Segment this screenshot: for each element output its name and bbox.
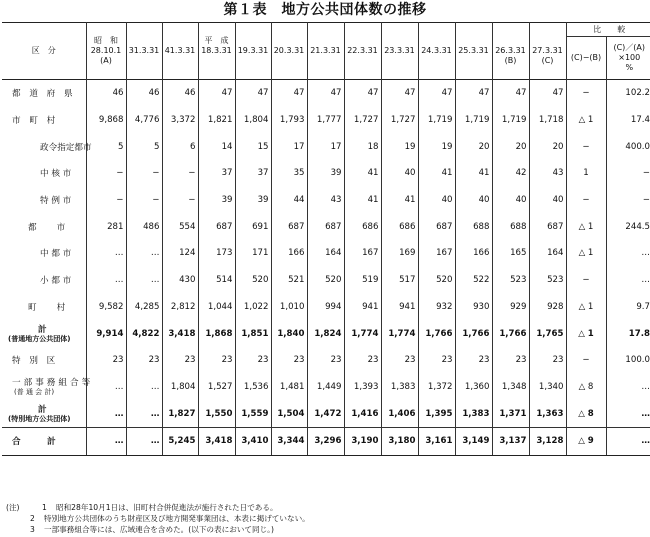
table-row <box>2 320 650 347</box>
table-cell: − <box>126 160 162 187</box>
diff-header: (C)−(B) <box>566 37 606 80</box>
table-cell: 164 <box>529 240 566 267</box>
table-cell: 1,340 <box>529 374 566 401</box>
table-cell: 1,536 <box>235 374 271 401</box>
table-cell: 1,472 <box>307 400 344 427</box>
table-cell: 5,245 <box>162 427 198 455</box>
table-cell: 23 <box>381 347 418 374</box>
table-cell: 18 <box>344 133 381 160</box>
table-cell: 47 <box>235 80 271 107</box>
table-cell: 1,718 <box>529 107 566 134</box>
table-cell: 43 <box>307 187 344 214</box>
table-cell: 47 <box>344 80 381 107</box>
table-cell: 4,285 <box>126 294 162 321</box>
table-cell: 35 <box>271 160 307 187</box>
table-cell: 520 <box>235 267 271 294</box>
table-cell: 941 <box>381 294 418 321</box>
row-label: 中 都 市 <box>2 240 86 267</box>
table-cell: 3,190 <box>344 427 381 455</box>
table-cell: 1,527 <box>198 374 235 401</box>
table-cell: − <box>162 187 198 214</box>
table-row <box>2 80 650 107</box>
table-cell: 520 <box>307 267 344 294</box>
table-cell: 400.0 <box>625 141 650 152</box>
table-cell: 1 <box>566 160 606 187</box>
row-label: 町 村 <box>2 294 86 321</box>
table-cell: 1,406 <box>381 400 418 427</box>
table-cell: 1,022 <box>235 294 271 321</box>
table-cell: 522 <box>455 267 492 294</box>
date-column-header: 26.3.31 (B) <box>492 23 529 80</box>
footnote-item: 3 一部事務組合等には、広域連合を含めた。(以下の表において同じ。) <box>30 525 274 534</box>
table-cell: 1,765 <box>529 320 566 347</box>
table-row <box>2 107 650 134</box>
table-cell: 47 <box>455 80 492 107</box>
table-cell: 37 <box>198 160 235 187</box>
table-cell: 47 <box>381 80 418 107</box>
table-cell: 9,868 <box>86 107 126 134</box>
table-cell: △ 8 <box>566 374 606 401</box>
table-cell: 1,383 <box>381 374 418 401</box>
table-cell: 4,776 <box>126 107 162 134</box>
table-cell: 23 <box>344 347 381 374</box>
table-cell: △ 9 <box>566 427 606 455</box>
table-cell: − <box>86 187 126 214</box>
table-cell: 20 <box>492 133 529 160</box>
table-cell: … <box>641 275 650 286</box>
table-cell: 691 <box>235 213 271 240</box>
table-cell: 1,010 <box>271 294 307 321</box>
table-cell: 3,161 <box>418 427 455 455</box>
table-cell: 1,824 <box>307 320 344 347</box>
table-cell: 3,149 <box>455 427 492 455</box>
table-cell: … <box>126 427 162 455</box>
table-cell: … <box>606 427 650 455</box>
table-cell: 42 <box>492 160 529 187</box>
table-cell: 17 <box>271 133 307 160</box>
table-cell: 1,383 <box>455 400 492 427</box>
table-cell: 1,777 <box>307 107 344 134</box>
table-cell: 1,793 <box>271 107 307 134</box>
page-title: 第１表 地方公共団体数の推移 <box>223 2 427 18</box>
table-cell: … <box>641 408 650 419</box>
table-cell: 486 <box>126 213 162 240</box>
municipality-count-table <box>2 22 650 456</box>
table-cell: 1,395 <box>418 400 455 427</box>
table-cell: 19 <box>418 133 455 160</box>
date-column-header: 27.3.31 (C) <box>529 23 566 80</box>
date-column-header: 19.3.31 <box>235 23 271 80</box>
table-cell: 1,719 <box>492 107 529 134</box>
table-cell: 523 <box>529 267 566 294</box>
table-cell: 686 <box>381 213 418 240</box>
table-cell: 1,719 <box>455 107 492 134</box>
table-cell: 4,822 <box>126 320 162 347</box>
table-cell: 1,821 <box>198 107 235 134</box>
date-column-header: 平 成 18.3.31 <box>198 23 235 80</box>
table-cell: 23 <box>307 347 344 374</box>
table-cell: △ 1 <box>566 320 606 347</box>
table-cell: 688 <box>492 213 529 240</box>
table-cell: 941 <box>344 294 381 321</box>
table-cell: 1,044 <box>198 294 235 321</box>
table-cell: 1,804 <box>235 107 271 134</box>
table-cell: 994 <box>307 294 344 321</box>
table-cell: 1,727 <box>381 107 418 134</box>
table-row <box>2 400 650 427</box>
table-cell: − <box>126 187 162 214</box>
table-cell: 46 <box>86 80 126 107</box>
row-label: 計 (特別地方公共団体) <box>2 400 86 427</box>
table-cell: 1,774 <box>344 320 381 347</box>
row-label: 小 都 市 <box>2 267 86 294</box>
table-cell: 20 <box>529 133 566 160</box>
table-cell: 1,348 <box>492 374 529 401</box>
table-cell: 1,774 <box>381 320 418 347</box>
table-cell: 1,363 <box>529 400 566 427</box>
table-cell: 40 <box>529 187 566 214</box>
table-cell: 23 <box>271 347 307 374</box>
table-cell: 47 <box>529 80 566 107</box>
row-label: 市 町 村 <box>2 107 86 134</box>
table-cell: 1,766 <box>418 320 455 347</box>
table-cell: 686 <box>344 213 381 240</box>
table-cell: … <box>86 427 126 455</box>
row-label: 計 (普通地方公共団体) <box>2 320 86 347</box>
table-cell: 929 <box>492 294 529 321</box>
table-cell: … <box>86 240 126 267</box>
table-cell: 932 <box>418 294 455 321</box>
table-cell: 281 <box>86 213 126 240</box>
table-cell: 167 <box>418 240 455 267</box>
table-cell: 173 <box>198 240 235 267</box>
table-cell: 39 <box>235 187 271 214</box>
table-cell: … <box>86 374 126 401</box>
table-cell: 17.4 <box>630 115 650 126</box>
table-row <box>2 240 650 267</box>
table-cell: 3,410 <box>235 427 271 455</box>
table-cell: △ 1 <box>566 294 606 321</box>
row-label: 特 別 区 <box>2 347 86 374</box>
table-cell: 1,727 <box>344 107 381 134</box>
table-cell: 166 <box>455 240 492 267</box>
table-cell: 930 <box>455 294 492 321</box>
table-cell: 3,418 <box>162 320 198 347</box>
row-label: 一部事務組合等 (普 通 会 計) <box>2 374 86 401</box>
table-cell: 3,372 <box>162 107 198 134</box>
table-row <box>2 160 650 187</box>
table-cell: 124 <box>162 240 198 267</box>
table-cell: 1,827 <box>162 400 198 427</box>
table-cell: 47 <box>492 80 529 107</box>
table-cell: 430 <box>162 267 198 294</box>
table-cell: 1,840 <box>271 320 307 347</box>
table-cell: 19 <box>381 133 418 160</box>
table-cell: − <box>566 187 606 214</box>
table-cell: − <box>566 80 606 107</box>
table-cell: 165 <box>492 240 529 267</box>
table-cell: 523 <box>492 267 529 294</box>
table-cell: 1,372 <box>418 374 455 401</box>
table-cell: 23 <box>529 347 566 374</box>
table-cell: 39 <box>198 187 235 214</box>
date-column-header: 24.3.31 <box>418 23 455 80</box>
table-cell: 23 <box>86 347 126 374</box>
table-cell: … <box>126 267 162 294</box>
table-cell: 3,296 <box>307 427 344 455</box>
date-column-header: 20.3.31 <box>271 23 307 80</box>
table-cell: 40 <box>492 187 529 214</box>
table-cell: 46 <box>126 80 162 107</box>
table-cell: 47 <box>271 80 307 107</box>
table-cell: … <box>86 400 126 427</box>
date-column-header: 25.3.31 <box>455 23 492 80</box>
table-cell: 23 <box>418 347 455 374</box>
table-cell: 1,804 <box>162 374 198 401</box>
table-cell: 41 <box>381 187 418 214</box>
table-cell: 44 <box>271 187 307 214</box>
table-cell: 1,504 <box>271 400 307 427</box>
table-cell: 1,559 <box>235 400 271 427</box>
table-cell: 928 <box>529 294 566 321</box>
table-cell: 41 <box>455 160 492 187</box>
row-label: 都 市 <box>2 213 86 240</box>
table-cell: 9.7 <box>636 301 650 312</box>
table-cell: △ 1 <box>566 107 606 134</box>
row-label: 都 道 府 県 <box>2 80 86 107</box>
table-cell: 1,371 <box>492 400 529 427</box>
table-cell: 46 <box>162 80 198 107</box>
table-cell: 47 <box>307 80 344 107</box>
table-row <box>2 213 650 240</box>
table-cell: 688 <box>455 213 492 240</box>
table-cell: 164 <box>307 240 344 267</box>
footnotes <box>6 502 310 535</box>
table-cell: 1,766 <box>492 320 529 347</box>
table-cell: … <box>126 240 162 267</box>
table-cell: − <box>642 168 650 179</box>
table-row <box>2 347 650 374</box>
table-row <box>2 133 650 160</box>
table-cell: 687 <box>198 213 235 240</box>
table-cell: − <box>566 133 606 160</box>
table-cell: … <box>126 374 162 401</box>
table-cell: − <box>642 195 650 206</box>
table-cell: 23 <box>455 347 492 374</box>
table-cell: − <box>566 267 606 294</box>
table-cell: 47 <box>198 80 235 107</box>
category-header: 区 分 <box>2 23 86 80</box>
table-row <box>2 374 650 401</box>
table-cell: … <box>641 248 650 259</box>
table-cell: 43 <box>529 160 566 187</box>
table-cell: 41 <box>344 187 381 214</box>
table-cell: △ 1 <box>566 240 606 267</box>
table-cell: 167 <box>344 240 381 267</box>
table-cell: △ 1 <box>566 213 606 240</box>
table-cell: 20 <box>455 133 492 160</box>
table-cell: 519 <box>344 267 381 294</box>
table-cell: 3,418 <box>198 427 235 455</box>
footnote-item: (注) 1 昭和28年10月1日は、旧町村合併促進法が施行された日である。 <box>6 503 278 512</box>
table-cell: 520 <box>418 267 455 294</box>
row-label: 政令指定都市 <box>2 133 86 160</box>
table-cell: … <box>641 381 650 392</box>
table-cell: 41 <box>344 160 381 187</box>
table-cell: 14 <box>198 133 235 160</box>
table-cell: 37 <box>235 160 271 187</box>
footnote-item: 2 特別地方公共団体のうち財産区及び地方開発事業団は、本表に掲げていない。 <box>30 514 310 523</box>
table-cell: − <box>566 347 606 374</box>
table-cell: 687 <box>307 213 344 240</box>
table-cell: 554 <box>162 213 198 240</box>
table-row <box>2 267 650 294</box>
table-cell: 23 <box>162 347 198 374</box>
table-cell: 169 <box>381 240 418 267</box>
table-cell: 1,449 <box>307 374 344 401</box>
table-cell: 17 <box>307 133 344 160</box>
table-cell: … <box>86 267 126 294</box>
table-cell: 39 <box>307 160 344 187</box>
table-cell: 171 <box>235 240 271 267</box>
table-cell: 5 <box>86 133 126 160</box>
table-cell: 47 <box>418 80 455 107</box>
table-cell: 41 <box>418 160 455 187</box>
table-cell: 687 <box>418 213 455 240</box>
table-cell: … <box>126 400 162 427</box>
table-cell: 1,416 <box>344 400 381 427</box>
table-cell: 2,812 <box>162 294 198 321</box>
date-column-header: 41.3.31 <box>162 23 198 80</box>
table-cell: 23 <box>235 347 271 374</box>
table-cell: △ 8 <box>566 400 606 427</box>
table-cell: 244.5 <box>625 221 650 232</box>
table-cell: 1,868 <box>198 320 235 347</box>
table-cell: 40 <box>455 187 492 214</box>
row-label: 特 例 市 <box>2 187 86 214</box>
table-cell: 687 <box>529 213 566 240</box>
table-cell: 166 <box>271 240 307 267</box>
row-label: 合 計 <box>2 427 86 455</box>
table-cell: 517 <box>381 267 418 294</box>
table-cell: − <box>162 160 198 187</box>
row-label: 中 核 市 <box>2 160 86 187</box>
table-cell: 23 <box>198 347 235 374</box>
table-cell: 5 <box>126 133 162 160</box>
table-cell: − <box>86 160 126 187</box>
table-cell: 40 <box>418 187 455 214</box>
table-cell: 1,393 <box>344 374 381 401</box>
table-row <box>2 427 650 455</box>
table-cell: 1,360 <box>455 374 492 401</box>
table-cell: 6 <box>162 133 198 160</box>
table-cell: 102.2 <box>625 88 650 99</box>
table-cell: 3,128 <box>529 427 566 455</box>
table-cell: 1,481 <box>271 374 307 401</box>
table-cell: 15 <box>235 133 271 160</box>
table-cell: 17.8 <box>628 328 650 339</box>
table-cell: 521 <box>271 267 307 294</box>
date-column-header: 22.3.31 <box>344 23 381 80</box>
table-cell: 514 <box>198 267 235 294</box>
table-cell: 9,914 <box>86 320 126 347</box>
ratio-header: (C)／(A) ×100 % <box>613 43 646 72</box>
compare-header: 比 較 <box>566 23 650 37</box>
table-cell: 9,582 <box>86 294 126 321</box>
table-row <box>2 187 650 214</box>
table-cell: 3,137 <box>492 427 529 455</box>
table-row <box>2 294 650 321</box>
date-column-header: 昭 和 28.10.1 (A) <box>86 23 126 80</box>
table-cell: 40 <box>381 160 418 187</box>
date-column-header: 31.3.31 <box>126 23 162 80</box>
date-column-header: 23.3.31 <box>381 23 418 80</box>
table-cell: 23 <box>126 347 162 374</box>
table-cell: 1,851 <box>235 320 271 347</box>
table-cell: 3,180 <box>381 427 418 455</box>
table-cell: 687 <box>271 213 307 240</box>
table-cell: 23 <box>492 347 529 374</box>
table-cell: 1,719 <box>418 107 455 134</box>
table-cell: 1,550 <box>198 400 235 427</box>
table-cell: 1,766 <box>455 320 492 347</box>
date-column-header: 21.3.31 <box>307 23 344 80</box>
table-cell: 100.0 <box>625 355 650 366</box>
table-cell: 3,344 <box>271 427 307 455</box>
